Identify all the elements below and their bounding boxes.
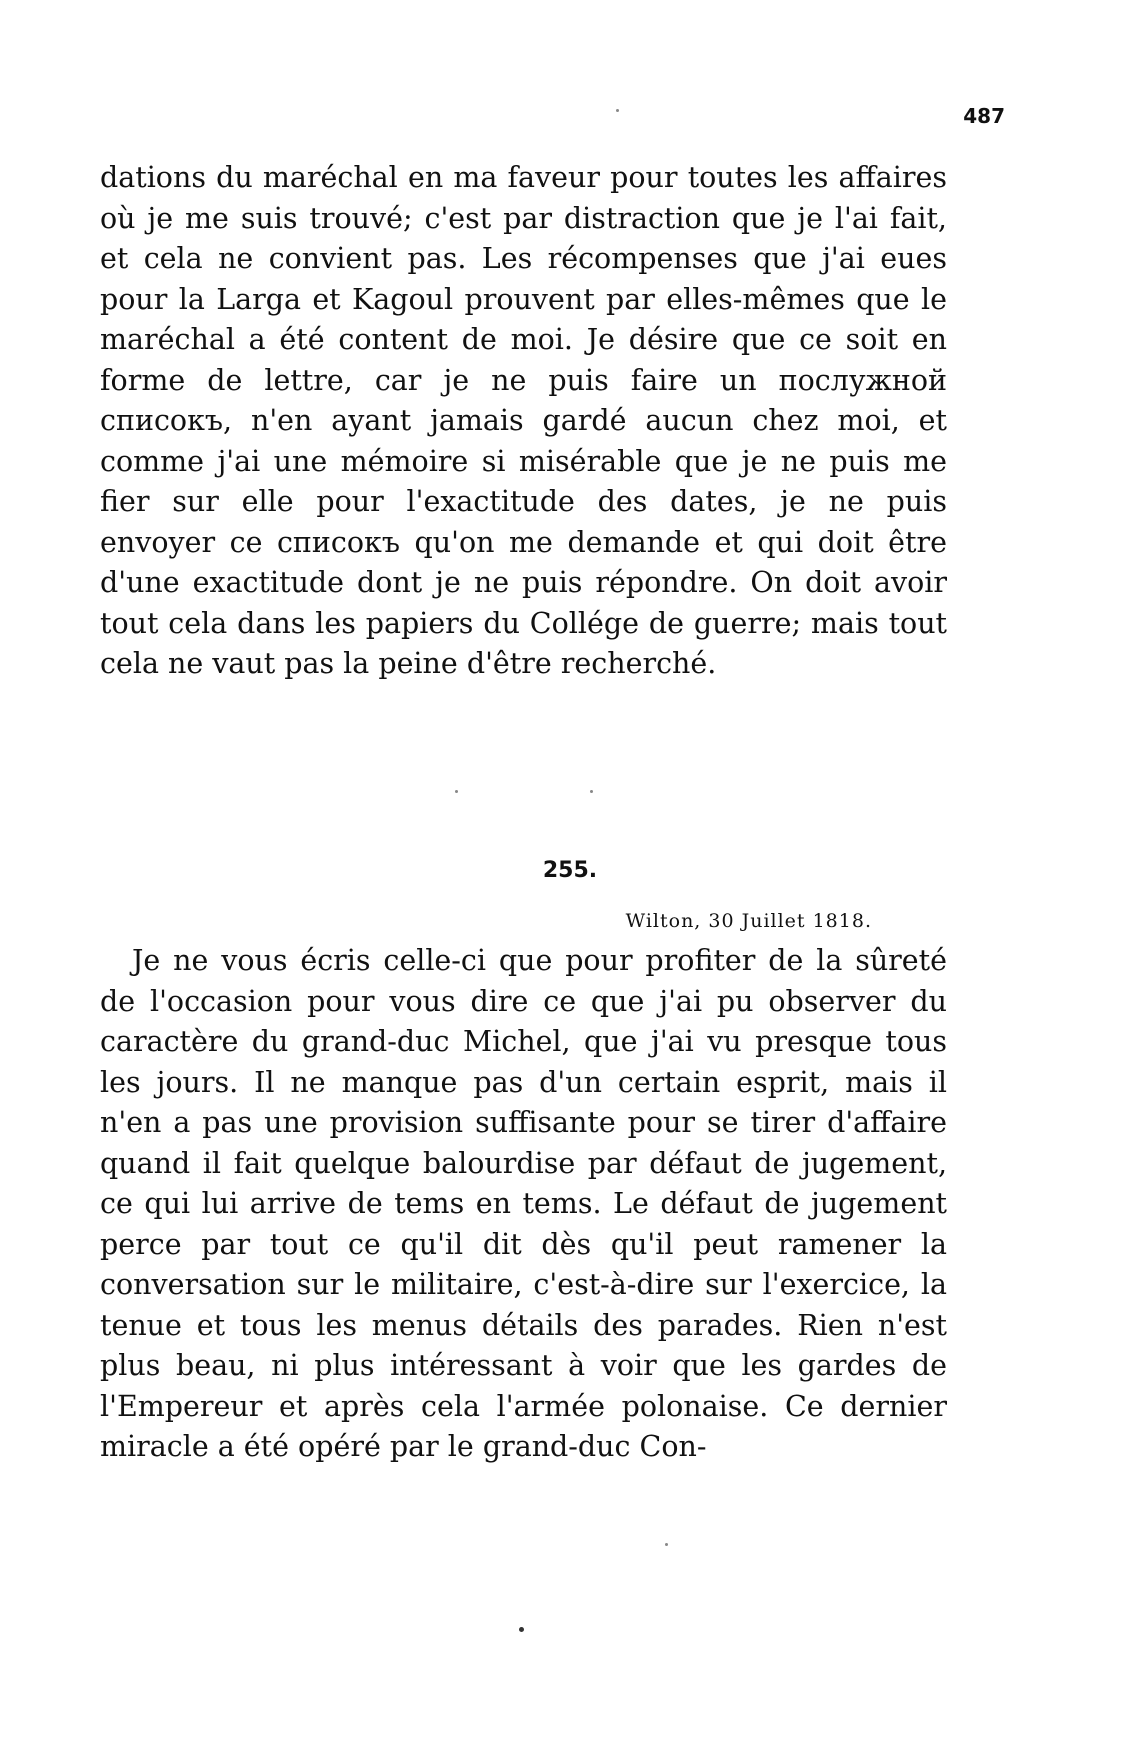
- print-speck-small: [590, 790, 593, 793]
- print-speck-small: [665, 1543, 668, 1546]
- print-speck: [519, 1627, 524, 1632]
- letter-body: Je ne vous écris celle-ci que pour profiter de la sûreté de l'occasion pour vous dire ce que j'ai pu observer du caractère du grand-duc Michel, que j'ai vu presque tous les jours. Il ne manque pas d'un certain esprit, mais il n'en a pas une provision suffisante pour se tirer d'affaire quand il fait quelque balourdise par défaut de jugement, ce qui lui arrive de tems en tems. Le défaut de jugement perce par tout ce qu'il dit dès qu'il peut ramener la conversation sur le militaire, c'est-à-dire sur l'exercice, la tenue et tous les menus détails des parades. Rien n'est plus beau, ni plus intéressant à voir que les gardes de l'Empereur et après cela l'armée polonaise. Ce dernier miracle a été opéré par le grand-duc Con-: [100, 944, 947, 1463]
- letter-dateline: Wilton, 30 Juillet 1818.: [625, 910, 872, 932]
- print-speck-small: [455, 790, 458, 793]
- page-number: 487: [963, 104, 1005, 128]
- print-speck-small: [616, 109, 619, 112]
- letter-number: 255.: [542, 858, 598, 883]
- paragraph-continuation: dations du maréchal en ma faveur pour toutes les affaires où je me suis trouvé; c'est par distraction que je l'ai fait, et cela ne convient pas. Les récompenses que j'ai eues pour la Larga et Kagoul prouvent par elles-mêmes que le maréchal a été content de moi. Je désire que ce soit en forme de lettre, car je ne puis faire un послужной списокъ, n'en ayant jamais gardé aucun chez moi, et comme j'ai une mémoire si misérable que je ne puis me fier sur elle pour l'exactitude des dates, je ne puis envoyer ce списокъ qu'on me demande et qui doit être d'une exactitude dont je ne puis répondre. On doit avoir tout cela dans les papiers du Collége de guerre; mais tout cela ne vaut pas la peine d'être recherché.: [100, 161, 947, 680]
